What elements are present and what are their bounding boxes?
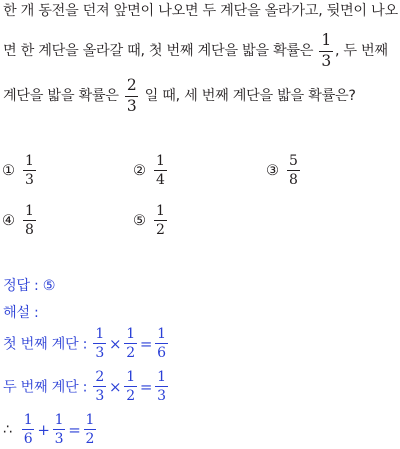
times-sign: × xyxy=(108,377,122,396)
times-sign: × xyxy=(108,334,122,353)
equals-sign: = xyxy=(139,377,153,396)
fraction-denominator: 2 xyxy=(126,388,135,404)
fraction-denominator: 3 xyxy=(25,172,34,188)
question-line-3 xyxy=(3,78,356,114)
answer-label: 정답 : ⑤ xyxy=(3,278,56,294)
step-1-label: 첫 번째 계단 : xyxy=(3,336,92,353)
step-1-fraction-a xyxy=(93,327,106,360)
step-2-label: 두 번째 계단 : xyxy=(3,379,92,396)
step-3-result xyxy=(84,413,97,446)
fraction-denominator: 3 xyxy=(126,96,137,115)
fraction-numerator: 1 xyxy=(25,153,34,169)
choice-5[interactable] xyxy=(133,204,169,237)
fraction-denominator: 6 xyxy=(157,345,166,361)
fraction-numerator: 1 xyxy=(321,31,331,49)
fraction-one-third xyxy=(319,33,333,69)
choice-3-number: ③ xyxy=(266,162,279,179)
fraction-denominator: 4 xyxy=(156,172,165,188)
fraction-numerator: 2 xyxy=(126,76,137,94)
choice-2[interactable] xyxy=(133,154,169,187)
choice-4[interactable] xyxy=(2,204,38,237)
choice-4-number: ④ xyxy=(2,212,15,229)
choice-5-number: ⑤ xyxy=(133,212,146,229)
choice-1[interactable] xyxy=(2,154,38,187)
fraction-numerator: 1 xyxy=(23,412,33,428)
fraction-denominator: 3 xyxy=(157,388,166,404)
question-line-2 xyxy=(3,33,388,69)
equals-sign: = xyxy=(68,420,81,439)
fraction-denominator: 2 xyxy=(126,345,135,361)
fraction-numerator: 1 xyxy=(85,412,95,428)
choice-1-fraction xyxy=(23,154,36,187)
fraction-numerator: 1 xyxy=(156,203,165,219)
question-line-2-text: 면 한 계단을 올라갈 때, 첫 번째 계단을 밟을 확률은 xyxy=(3,43,318,59)
therefore-symbol: ∴ xyxy=(3,421,12,438)
step-1-fraction-b xyxy=(124,327,137,360)
fraction-denominator: 6 xyxy=(23,431,33,447)
fraction-numerator: 1 xyxy=(25,203,34,219)
step-1-result xyxy=(155,327,168,360)
fraction-numerator: 1 xyxy=(156,153,165,169)
equals-sign: = xyxy=(139,334,153,353)
fraction-denominator: 3 xyxy=(95,345,104,361)
solution-step-1 xyxy=(3,327,170,360)
fraction-denominator: 2 xyxy=(156,222,165,238)
question-line-3-tail: 일 때, 세 번째 계단을 밟을 확률은? xyxy=(140,88,356,104)
plus-sign: + xyxy=(37,420,50,439)
choice-5-fraction xyxy=(154,204,167,237)
fraction-denominator: 2 xyxy=(85,431,95,447)
fraction-numerator: 1 xyxy=(95,326,104,342)
fraction-numerator: 1 xyxy=(126,326,135,342)
explanation-label: 해설 : xyxy=(3,305,39,321)
question-line-2-tail: , 두 번째 xyxy=(334,43,388,59)
fraction-numerator: 2 xyxy=(95,369,104,385)
fraction-two-thirds xyxy=(125,78,139,114)
question-line-3-text: 계단을 밟을 확률은 xyxy=(3,88,123,104)
fraction-denominator: 3 xyxy=(321,51,331,70)
solution-step-2 xyxy=(3,370,170,403)
step-2-fraction-b xyxy=(124,370,137,403)
choice-1-number: ① xyxy=(2,162,15,179)
step-2-fraction-a xyxy=(93,370,106,403)
fraction-denominator: 3 xyxy=(54,431,64,447)
choice-3[interactable] xyxy=(266,154,302,187)
choice-4-fraction xyxy=(23,204,36,237)
fraction-numerator: 5 xyxy=(289,153,298,169)
step-3-fraction-a xyxy=(22,413,35,446)
choice-2-fraction xyxy=(154,154,167,187)
step-2-result xyxy=(155,370,168,403)
solution-step-3 xyxy=(3,413,98,446)
choice-2-number: ② xyxy=(133,162,146,179)
fraction-numerator: 1 xyxy=(157,369,166,385)
fraction-numerator: 1 xyxy=(126,369,135,385)
fraction-denominator: 3 xyxy=(95,388,104,404)
fraction-numerator: 1 xyxy=(157,326,166,342)
fraction-denominator: 8 xyxy=(289,172,298,188)
fraction-numerator: 1 xyxy=(54,412,64,428)
question-line-1: 한 개 동전을 던져 앞면이 나오면 두 계단을 올라가고, 뒷면이 나오 xyxy=(3,3,398,19)
fraction-denominator: 8 xyxy=(25,222,34,238)
step-3-fraction-b xyxy=(53,413,66,446)
choice-3-fraction xyxy=(287,154,300,187)
